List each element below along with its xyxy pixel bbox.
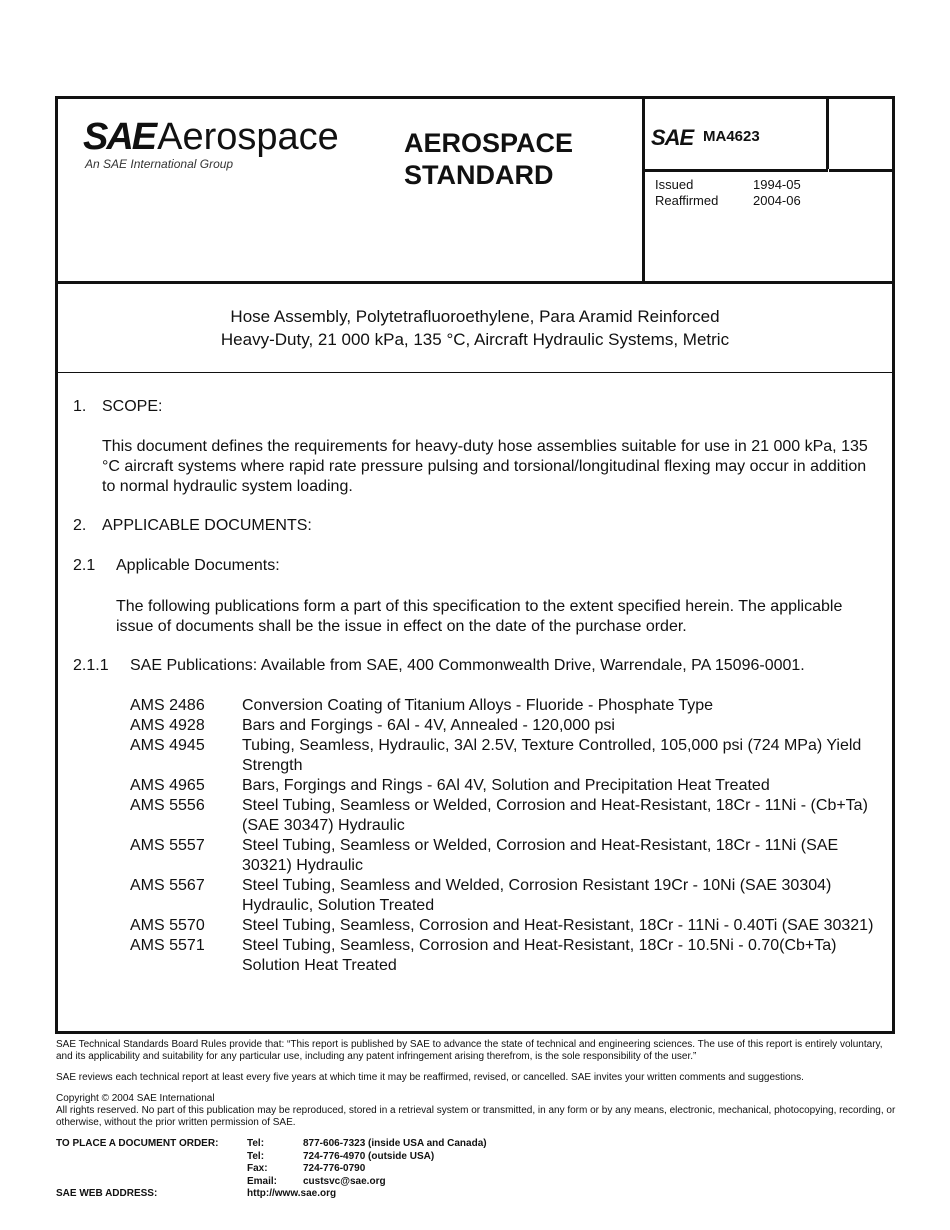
scope-paragraph: This document defines the requirements for heavy-duty hose assemblies suitable for use in 21 000 kPa, 135 °C aircraft systems where rapid rate pressure pulsing and torsional/longitudinal flexing may occur in addition to normal hydraulic system loading.: [102, 438, 868, 495]
applicable-documents-paragraph: The following publications form a part of this specification to the extent specified herein. The applicable issue of documents shall be the issue in effect on the date of the purchase order.: [116, 598, 843, 635]
fax-label: Fax:: [247, 1163, 268, 1174]
tel2-value: 724-776-4970 (outside USA): [303, 1150, 435, 1162]
revision-box: [829, 99, 892, 172]
reaffirmed-label: Reaffirmed: [655, 193, 719, 208]
reference-code: AMS 4965: [130, 777, 205, 794]
reference-code: AMS 5557: [130, 837, 205, 854]
reference-item: [73, 776, 883, 796]
section-1-heading: [73, 397, 883, 417]
reference-item: [73, 696, 883, 716]
doc-number: MA4623: [703, 128, 760, 145]
logo-word: Aerospace: [157, 116, 339, 158]
reference-code: AMS 2486: [130, 697, 205, 714]
rights-notice: All rights reserved. No part of this publication may be reproduced, stored in a retrieval system or transmitted, in any form or by any means, electronic, mechanical, photocopying, recording, or otherwise, without the prior written permission of SAE.: [56, 1105, 896, 1128]
document-frame: [55, 96, 895, 1034]
reference-item: [73, 916, 883, 936]
sae-aerospace-logo: [83, 117, 339, 171]
doc-type-line1: AEROSPACE: [404, 128, 574, 158]
web-address[interactable]: http://www.sae.org: [247, 1188, 337, 1199]
section-number: 2.1: [73, 557, 96, 574]
title-line1: Hose Assembly, Polytetrafluoroethylene, Para Aramid Reinforced: [230, 307, 720, 326]
fax-value: 724-776-0790: [303, 1163, 366, 1174]
email-value[interactable]: custsvc@sae.org: [303, 1175, 386, 1187]
document-footer: [56, 1039, 901, 1201]
tel1-label: Tel:: [247, 1138, 265, 1149]
section-number: 2.1.1: [73, 657, 109, 674]
document-type: [404, 127, 573, 191]
document-body: [73, 397, 883, 976]
document-header: [58, 99, 892, 284]
section-title: Applicable Documents:: [116, 557, 280, 574]
reference-code: AMS 5570: [130, 917, 205, 934]
copyright: Copyright © 2004 SAE International: [56, 1093, 215, 1104]
doc-type-line2: STANDARD: [404, 160, 554, 190]
reference-title: Steel Tubing, Seamless, Corrosion and Heat-Resistant, 18Cr - 11Ni - 0.40Ti (SAE 30321): [242, 917, 874, 934]
tel1-value: 877-606-7323 (inside USA and Canada): [303, 1138, 487, 1149]
reference-item: [73, 716, 883, 736]
web-label: SAE WEB ADDRESS:: [56, 1188, 158, 1199]
reference-title: Steel Tubing, Seamless, Corrosion and Heat-Resistant, 18Cr - 10.5Ni - 0.70(Cb+Ta) Solution Heat Treated: [242, 937, 837, 974]
issued-label: Issued: [655, 177, 694, 192]
section-number: 1.: [73, 398, 87, 415]
order-label: TO PLACE A DOCUMENT ORDER:: [56, 1138, 219, 1149]
reference-title: Steel Tubing, Seamless or Welded, Corrosion and Heat-Resistant, 18Cr - 11Ni (SAE 30321) Hydraulic: [242, 837, 839, 874]
logo-brand: SAE: [83, 116, 156, 158]
reference-code: AMS 4945: [130, 737, 205, 754]
reference-item: [73, 836, 883, 876]
reference-title: Tubing, Seamless, Hydraulic, 3Al 2.5V, Texture Controlled, 105,000 psi (724 MPa) Yield Strength: [242, 737, 862, 774]
document-title: [58, 284, 892, 373]
issue-dates: [655, 177, 801, 209]
reference-title: Steel Tubing, Seamless and Welded, Corrosion Resistant 19Cr - 10Ni (SAE 30304) Hydraulic, Solution Treated: [242, 877, 832, 914]
reference-title: Bars, Forgings and Rings - 6Al 4V, Solution and Precipitation Heat Treated: [242, 777, 770, 794]
reference-title: Bars and Forgings - 6Al - 4V, Annealed - 120,000 psi: [242, 717, 615, 734]
board-rules: SAE Technical Standards Board Rules provide that: “This report is published by SAE to advance the state of technical and engineering sciences. The use of this report is entirely voluntary, and its applicability and suitability for any particular use, including any patent infringement arising therefrom, is the sole responsibility of the user.”: [56, 1039, 883, 1062]
reference-code: AMS 5571: [130, 937, 205, 954]
reference-code: AMS 4928: [130, 717, 205, 734]
sae-small-logo: SAE: [651, 125, 694, 150]
reference-code: AMS 5567: [130, 877, 205, 894]
reference-item: [73, 796, 883, 836]
logo-tagline: An SAE International Group: [85, 157, 234, 171]
tel2-label: Tel:: [247, 1150, 265, 1162]
section-title: APPLICABLE DOCUMENTS:: [102, 517, 312, 534]
reference-list: [73, 696, 883, 976]
reference-code: AMS 5556: [130, 797, 205, 814]
section-number: 2.: [73, 517, 87, 534]
email-label: Email:: [247, 1175, 278, 1187]
reference-title: Steel Tubing, Seamless or Welded, Corrosion and Heat-Resistant, 18Cr - 11Ni - (Cb+Ta) (SAE 30347) Hydraulic: [242, 797, 868, 834]
reference-title: Conversion Coating of Titanium Alloys - Fluoride - Phosphate Type: [242, 697, 714, 714]
section-2-1-heading: [73, 556, 883, 576]
title-line2: Heavy-Duty, 21 000 kPa, 135 °C, Aircraft Hydraulic Systems, Metric: [220, 330, 730, 349]
section-title: SCOPE:: [102, 398, 163, 415]
reference-item: [73, 876, 883, 916]
section-title: SAE Publications: Available from SAE, 400 Commonwealth Drive, Warrendale, PA 15096-0001.: [130, 657, 805, 674]
review-notice: SAE reviews each technical report at least every five years at which time it may be reaffirmed, revised, or cancelled. SAE invites your written comments and suggestions.: [56, 1072, 804, 1083]
section-2-heading: [73, 516, 883, 536]
reference-item: [73, 936, 883, 976]
order-info: [56, 1138, 901, 1201]
reaffirmed-value: 2004-06: [753, 193, 801, 208]
issued-value: 1994-05: [753, 177, 801, 192]
section-2-1-1-heading: [73, 656, 883, 676]
reference-item: [73, 736, 883, 776]
doc-id-box: [645, 99, 828, 172]
